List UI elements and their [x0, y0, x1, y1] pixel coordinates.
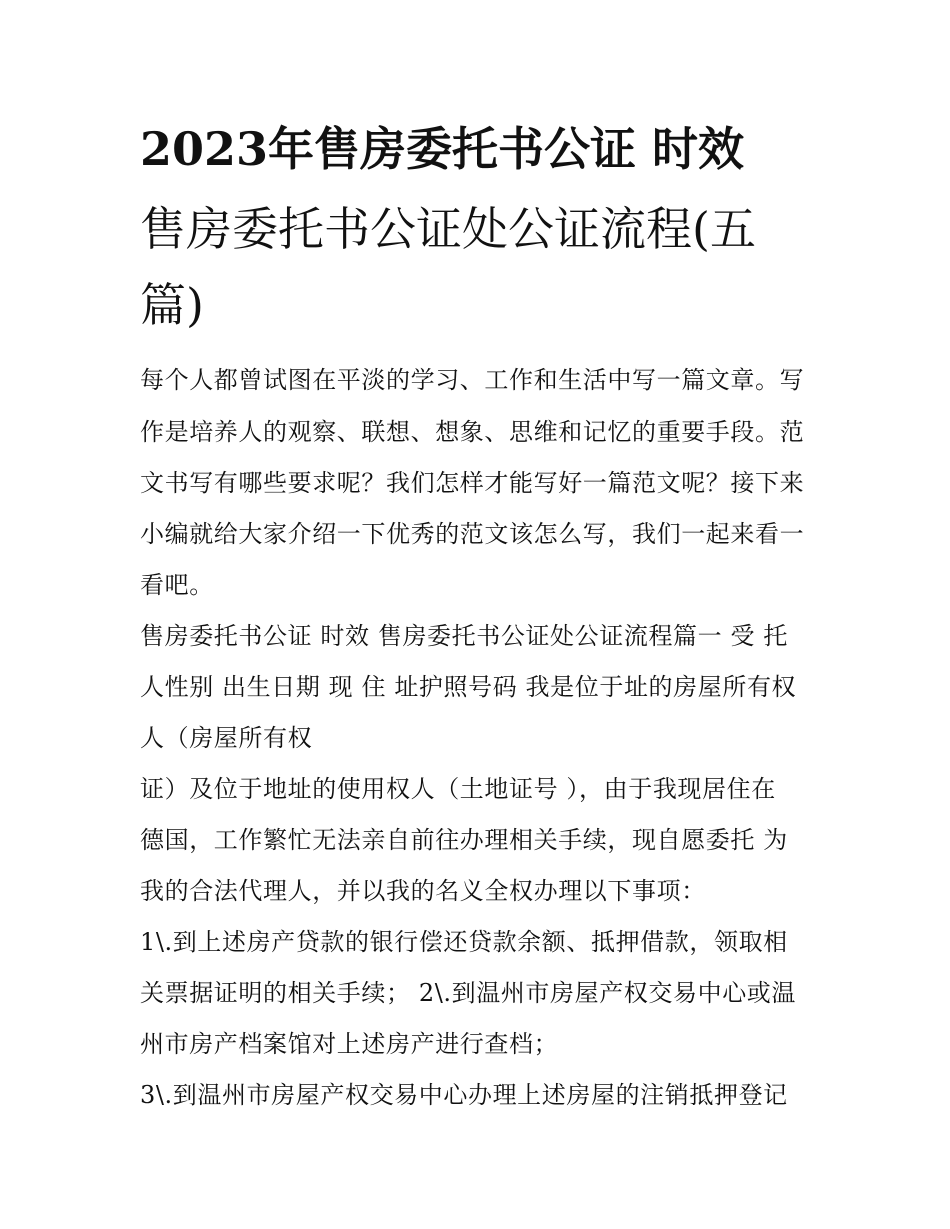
body-line: 看吧。	[140, 571, 214, 599]
body-line: 我的合法代理人，并以我的名义全权办理以下事项：	[140, 877, 706, 905]
body-line: 3\.到温州市房屋产权交易中心办理上述房屋的注销抵押登记	[140, 1081, 788, 1109]
body-line: 文书写有哪些要求呢？我们怎样才能写好一篇范文呢？接下来	[140, 469, 805, 497]
body-line: 小编就给大家介绍一下优秀的范文该怎么写，我们一起来看一	[140, 520, 805, 548]
body-line: 关票据证明的相关手续； 2\.到温州市房屋产权交易中心或温	[140, 979, 797, 1007]
body-line: 每个人都曾试图在平淡的学习、工作和生活中写一篇文章。写	[140, 366, 805, 394]
body-line: 州市房产档案馆对上述房产进行查档；	[140, 1030, 559, 1058]
body-line: 售房委托书公证 时效 售房委托书公证处公证流程篇一 受 托	[140, 622, 788, 650]
body-line: 人性别 出生日期 现 住 址护照号码 我是位于址的房屋所有权	[140, 673, 797, 701]
body-line: 证）及位于地址的使用权人（土地证号 ），由于我现居住在	[140, 775, 776, 803]
body-line: 德国，工作繁忙无法亲自前往办理相关手续，现自愿委托 为	[140, 826, 788, 854]
document-title-line-1: 2023年售房委托书公证 时效	[140, 122, 745, 176]
document-title-line-3: 篇)	[140, 278, 204, 332]
body-line: 人（房屋所有权	[140, 724, 313, 752]
document-title-line-2: 售房委托书公证处公证流程(五	[140, 202, 756, 256]
body-line: 作是培养人的观察、联想、想象、思维和记忆的重要手段。范	[140, 418, 805, 446]
body-line: 1\.到上述房产贷款的银行偿还贷款余额、抵押借款，领取相	[140, 928, 788, 956]
